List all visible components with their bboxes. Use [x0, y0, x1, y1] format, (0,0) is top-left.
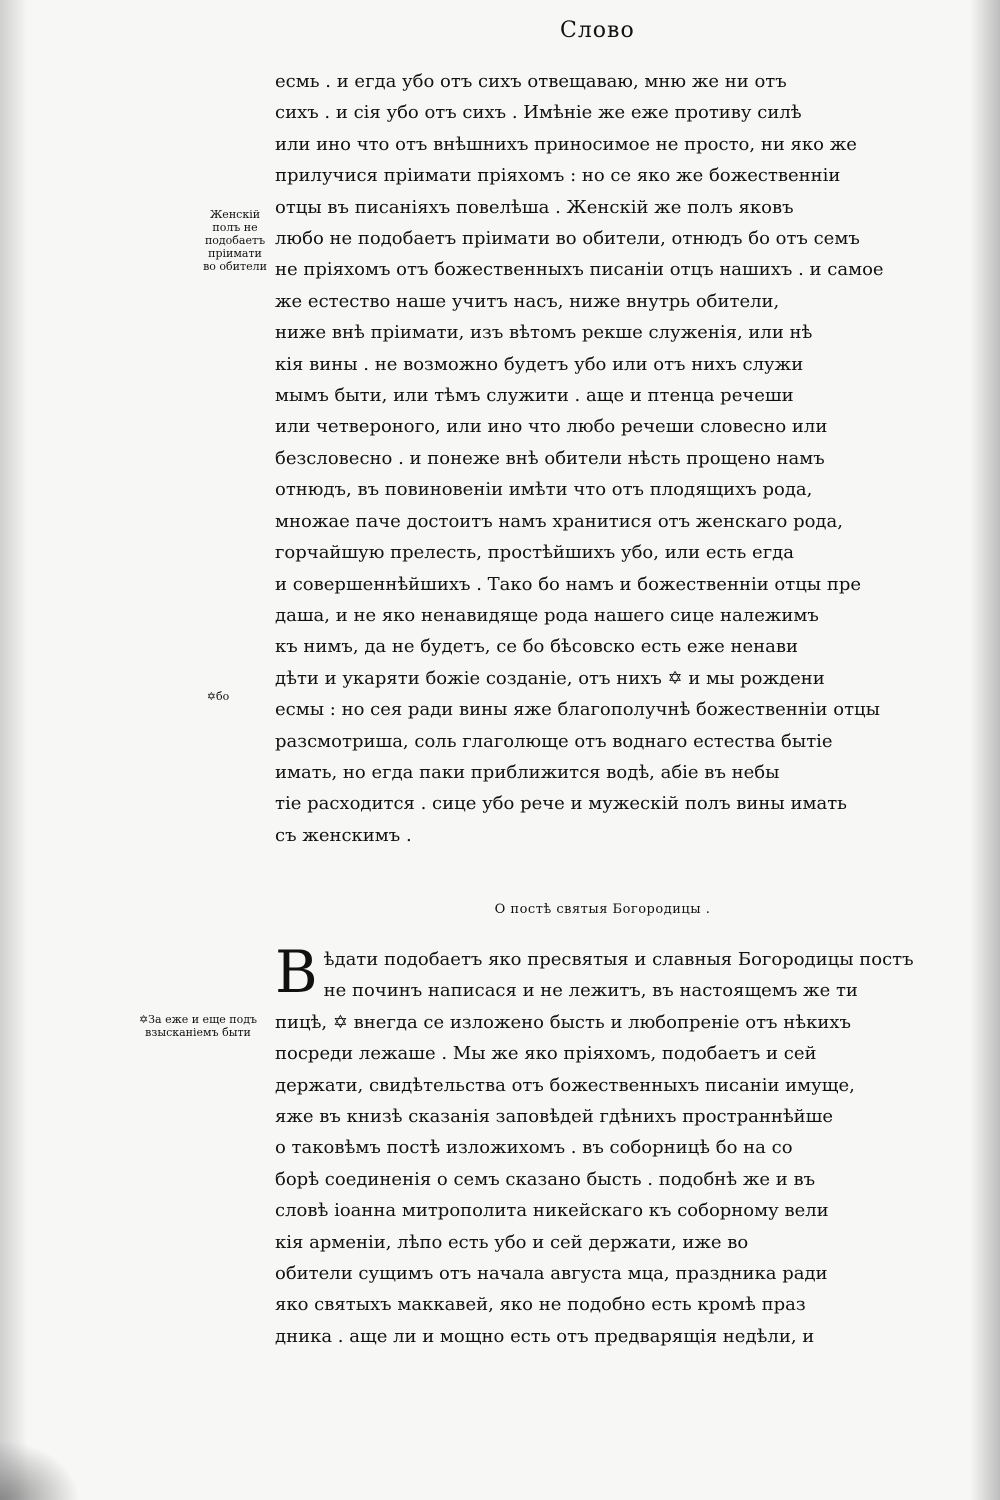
text-line: яко святыхъ маккавей, яко не подобно есть кромѣ праз — [275, 1294, 806, 1316]
text-line: пицѣ, ✡ внегда се изложено бысть и любопреніе отъ нѣкихъ — [275, 1011, 851, 1033]
margin-note-investigation: ✡За еже и еще подъ взысканіемъ быти — [138, 1013, 258, 1039]
scan-edge-right — [970, 0, 1000, 1500]
text-line: даша, и не яко ненавидяще рода нашего сице належимъ — [275, 604, 819, 626]
text-line: словѣ іоанна митрополита никейскаго къ соборному вели — [275, 1200, 829, 1222]
text-line: отцы въ писаніяхъ повелѣша . Женскій же полъ яковъ — [275, 196, 794, 218]
text-line: кія вины . не возможно будетъ убо или отъ нихъ служи — [275, 353, 804, 375]
text-line: прилучися пріимати пріяхомъ : но се яко же божественніи — [275, 165, 841, 187]
running-head: Слово — [560, 18, 635, 43]
text-line: же естество наше учитъ насъ, ниже внутрь обители, — [275, 290, 780, 312]
text-line: безсловесно . и понеже внѣ обители нѣсть прощено намъ — [275, 447, 825, 469]
text-line: о таковѣмъ постѣ изложихомъ . въ соборницѣ бо на со — [275, 1137, 793, 1159]
text-line: съ женскимъ . — [275, 824, 412, 846]
text-line: тіе расходится . сице убо рече и мужескій полъ вины имать — [275, 793, 847, 815]
text-line: множае паче достоитъ намъ хранитися отъ женскаго рода, — [275, 510, 843, 532]
text-line: есмы : но сея ради вины яже благополучнѣ божественніи отцы — [275, 699, 880, 721]
text-line: дника . аще ли и мощно есть отъ предварящія недѣли, и — [275, 1325, 815, 1347]
text-line: держати, свидѣтельства отъ божественныхъ писаніи имуще, — [275, 1074, 855, 1096]
text-line: дѣти и укаряти божіе созданіе, отъ нихъ ✡ и мы рождени — [275, 667, 825, 689]
text-line: посреди лежаше . Мы же яко пріяхомъ, подобаетъ и сей — [275, 1043, 817, 1065]
text-line: ѣдати подобаетъ яко пресвятыя и славныя Богородицы постъ — [323, 949, 914, 970]
text-line: и совершеннѣйшихъ . Тако бо намъ и божественніи отцы пре — [275, 573, 862, 595]
text-line: борѣ соединенія о семъ сказано бысть . подобнѣ же и въ — [275, 1168, 816, 1190]
text-line: или ино что отъ внѣшнихъ приносимое не просто, ни яко же — [275, 133, 857, 155]
text-line: есмь . и егда убо отъ сихъ отвещаваю, мню же ни отъ — [275, 71, 787, 92]
text-line: сихъ . и сія убо отъ сихъ . Имѣніе же еже противу силѣ — [275, 102, 802, 124]
section-text-block — [275, 938, 930, 1352]
text-line: любо не подобаетъ пріимати во обители, отнюдъ бо отъ семъ — [275, 228, 860, 250]
text-line: горчайшую прелесть, простѣйшихъ убо, или есть егда — [275, 542, 794, 564]
text-line: мымъ быти, или тѣмъ служити . аще и птенца речеши — [275, 385, 794, 407]
scan-corner-shadow — [0, 1440, 80, 1500]
text-line: яже въ книзѣ сказанія заповѣдей гдѣнихъ пространнѣйше — [275, 1106, 834, 1128]
text-line: имать, но егда паки приближится водѣ, абіе въ небы — [275, 761, 780, 783]
text-line: ниже внѣ пріимати, изъ вѣтомъ рекше служенія, или нѣ — [275, 322, 813, 344]
drop-cap-initial: В — [275, 938, 318, 1006]
margin-note-bo: ✡бо — [206, 690, 230, 703]
margin-note-womens-rule: Женскій полъ не подобаетъ пріимати во обители — [203, 208, 267, 273]
text-line: или четвероного, или ино что любо речеши словесно или — [275, 416, 828, 438]
text-line: разсмотриша, соль глаголюще отъ воднаго естества бытіе — [275, 730, 833, 752]
text-line: кія арменіи, лѣпо есть убо и сей держати, иже во — [275, 1231, 749, 1253]
text-line: не починъ написася и не лежитъ, въ настоящемъ же ти — [323, 980, 858, 1002]
scan-edge-left — [0, 0, 28, 1500]
section-heading: О постѣ святыя Богородицы . — [494, 902, 711, 917]
text-line: не пріяхомъ отъ божественныхъ писаніи отцъ нашихъ . и самое — [275, 259, 884, 281]
text-line: обители сущимъ отъ начала августа мца, праздника ради — [275, 1263, 828, 1285]
text-line: отнюдъ, въ повиновеніи имѣти что отъ плодящихъ рода, — [275, 479, 813, 501]
text-line: къ нимъ, да не будетъ, се бо бѣсовско есть еже ненави — [275, 636, 799, 658]
main-text-block — [275, 66, 930, 851]
